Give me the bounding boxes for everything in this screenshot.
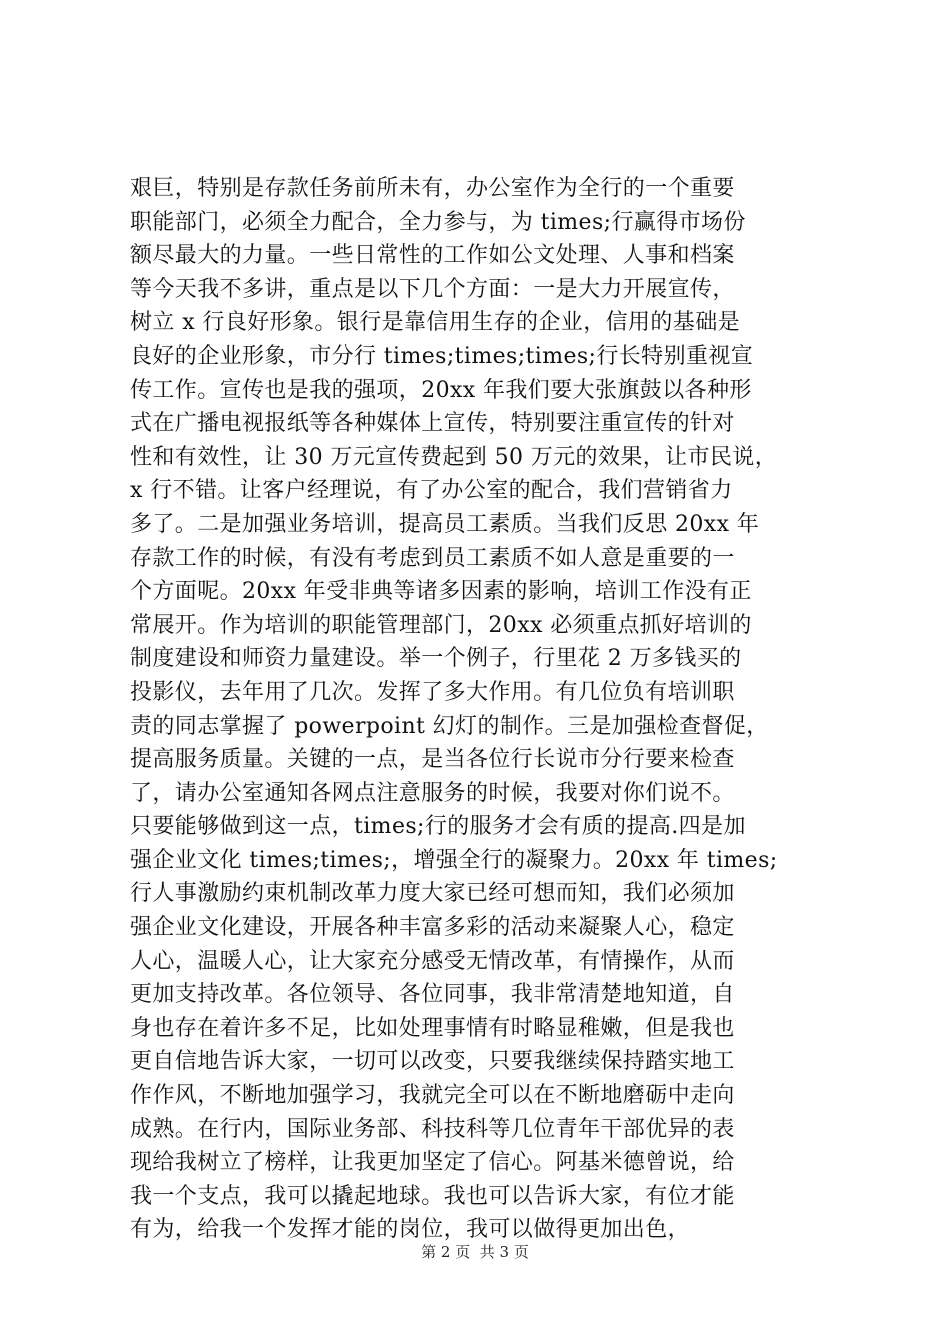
text-line: 树立 x 行良好形象。银行是靠信用生存的企业，信用的基础是 bbox=[130, 310, 740, 336]
text-line: 传工作。宣传也是我的强项，20xx 年我们要大张旗鼓以各种形 bbox=[130, 377, 752, 403]
text-line: 责的同志掌握了 powerpoint 幻灯的制作。三是加强检查督促， bbox=[130, 713, 769, 739]
text-line: 职能部门，必须全力配合，全力参与，为 times;行赢得市场份 bbox=[130, 209, 746, 235]
text-line: 提高服务质量。关键的一点，是当各位行长说市分行要来检查 bbox=[130, 747, 735, 773]
text-line: 更加支持改革。各位领导、各位同事，我非常清楚地知道，自 bbox=[130, 982, 735, 1008]
text-line: 了，请办公室通知各网点注意服务的时候，我要对你们说不。 bbox=[130, 780, 735, 806]
text-line: 常展开。作为培训的职能管理部门，20xx 必须重点抓好培训的 bbox=[130, 612, 752, 638]
text-line: 作作风，不断地加强学习，我就完全可以在不断地磨砺中走向 bbox=[130, 1083, 735, 1109]
text-line: 成熟。在行内，国际业务部、科技科等几位青年干部优异的表 bbox=[130, 1116, 735, 1142]
page-number-label: 第 2 页 共 3 页 bbox=[421, 1243, 529, 1261]
text-line: 性和有效性，让 30 万元宣传费起到 50 万元的效果，让市民说， bbox=[130, 444, 778, 470]
text-line: 个方面呢。20xx 年受非典等诸多因素的影响，培训工作没有正 bbox=[130, 579, 752, 605]
text-line: 额尽最大的力量。一些日常性的工作如公文处理、人事和档案 bbox=[130, 243, 735, 269]
text-line: 人心，温暖人心，让大家充分感受无情改革，有情操作，从而 bbox=[130, 948, 735, 974]
text-line: 存款工作的时候，有没有考虑到员工素质不如人意是重要的一 bbox=[130, 545, 735, 571]
text-line: 只要能够做到这一点，times;行的服务才会有质的提高.四是加 bbox=[130, 814, 746, 840]
text-line: 式在广播电视报纸等各种媒体上宣传，特别要注重宣传的针对 bbox=[130, 411, 735, 437]
text-line: 我一个支点，我可以撬起地球。我也可以告诉大家，有位才能 bbox=[130, 1183, 735, 1209]
text-line: 投影仪，去年用了几次。发挥了多大作用。有几位负有培训职 bbox=[130, 679, 735, 705]
text-line: 更自信地告诉大家，一切可以改变，只要我继续保持踏实地工 bbox=[130, 1049, 735, 1075]
text-line: 等今天我不多讲，重点是以下几个方面：一是大力开展宣传， bbox=[130, 276, 735, 302]
text-line: 良好的企业形象，市分行 times;times;times;行长特别重视宣 bbox=[130, 343, 754, 369]
text-line: 现给我树立了榜样，让我更加坚定了信心。阿基米德曾说，给 bbox=[130, 1150, 735, 1176]
text-line: 身也存在着许多不足，比如处理事情有时略显稚嫩，但是我也 bbox=[130, 1015, 735, 1041]
text-line: x 行不错。让客户经理说，有了办公室的配合，我们营销省力 bbox=[130, 478, 733, 504]
text-line: 强企业文化 times;times;，增强全行的凝聚力。20xx 年 times; bbox=[130, 847, 778, 873]
text-line: 多了。二是加强业务培训，提高员工素质。当我们反思 20xx 年 bbox=[130, 511, 760, 537]
text-line: 行人事激励约束机制改革力度大家已经可想而知，我们必须加 bbox=[130, 881, 735, 907]
body-text bbox=[130, 172, 830, 1247]
text-line: 艰巨，特别是存款任务前所未有，办公室作为全行的一个重要 bbox=[130, 176, 735, 201]
text-line: 有为，给我一个发挥才能的岗位，我可以做得更加出色， bbox=[130, 1217, 691, 1243]
text-line: 制度建设和师资力量建设。举一个例子，行里花 2 万多钱买的 bbox=[130, 646, 742, 672]
page-footer bbox=[0, 1242, 950, 1262]
text-line: 强企业文化建设，开展各种丰富多彩的活动来凝聚人心，稳定 bbox=[130, 915, 735, 941]
